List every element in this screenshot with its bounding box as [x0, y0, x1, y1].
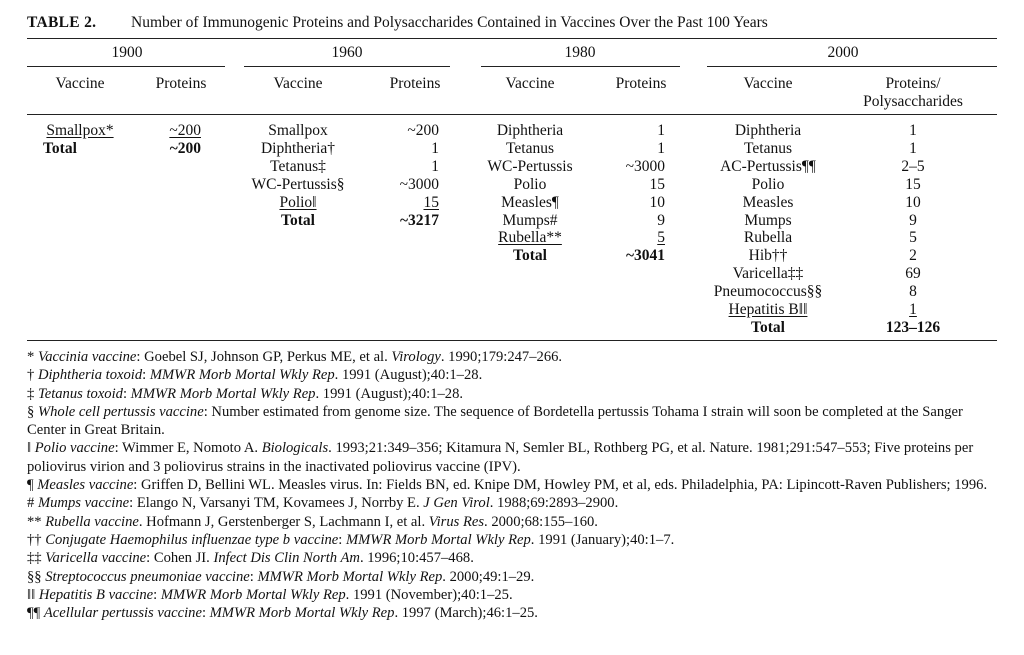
- footnote-journal: MMWR Morb Mortal Wkly Rep: [130, 385, 316, 402]
- footnote-vaccine-name: Measles vaccine: [37, 477, 134, 494]
- footnote-citation: : Cohen JI.: [146, 550, 214, 567]
- column-header-vaccine: Vaccine: [743, 75, 793, 92]
- footnote-citation-rest: . 1993;21:349–356; Kitamura N, Semler BL, Rothberg PG, et al. Nature. 1981;291:547–553; Five proteins per poliovirus virion and 3 poliovirus strains in the inactivated poliovirus vaccine (IPV).: [27, 440, 974, 475]
- footnote: [27, 385, 999, 403]
- footnote-mark: #: [27, 495, 38, 512]
- footnote-citation-rest: . 1997 (March);46:1–25.: [394, 605, 538, 622]
- footnote-mark: ¶¶: [27, 605, 44, 622]
- footnote-citation: : Number estimated from genome size. The sequence of Bordetella pertussis Tohama I strain will soon be completed at the Sanger Center in Great Britain.: [27, 403, 963, 439]
- footnote-vaccine-name: Mumps vaccine: [37, 495, 130, 512]
- footnote-vaccine-name: Rubella vaccine: [45, 513, 139, 530]
- footnote-mark: ‖: [27, 440, 35, 457]
- protein-count: 9: [909, 211, 917, 229]
- total-label: Total: [751, 318, 785, 336]
- footnote-journal: Virus Res: [428, 513, 485, 530]
- protein-count: 2: [909, 247, 917, 265]
- vaccine-name: Rubella: [743, 229, 793, 247]
- total-value: ~3217: [399, 211, 439, 229]
- vaccine-name: Diphtheria†: [260, 139, 336, 157]
- vaccine-name: AC-Pertussis¶¶: [720, 157, 816, 175]
- footnote-citation-rest: . 2000;68:155–160.: [484, 513, 598, 530]
- protein-count: ~200: [169, 122, 201, 139]
- year-rule-0: [27, 66, 225, 67]
- footnote: [27, 586, 999, 604]
- footnote-citation: :: [153, 586, 161, 603]
- year-rule-1: [244, 66, 450, 67]
- footnote-citation-rest: . 1991 (November);40:1–25.: [345, 586, 513, 603]
- protein-count: ~3000: [625, 157, 665, 175]
- table-title: Number of Immunogenic Proteins and Polysaccharides Contained in Vaccines Over the Past 100 Years: [131, 14, 768, 31]
- protein-count: 10: [905, 193, 921, 211]
- vaccine-name: Measles¶: [501, 193, 559, 211]
- protein-count: 69: [905, 265, 921, 283]
- footnote-citation-rest: . 1991 (January);40:1–7.: [530, 531, 675, 548]
- column-header-proteins-polysaccharides: Proteins/: [885, 75, 941, 92]
- footnote-citation: . Hofmann J, Gerstenberger S, Lachmann I, et al.: [138, 513, 429, 530]
- header-rule: [27, 114, 997, 115]
- total-label: Total: [513, 247, 547, 265]
- protein-count: 1: [431, 139, 439, 157]
- footnote-citation: : Griffen D, Bellini WL. Measles virus. In: Fields BN, ed. Knipe DM, Howley PM, et al, eds. Philadelphia, PA: Lipincott-Raven Publishers; 1996.: [133, 477, 988, 494]
- footnote-journal: MMWR Morb Mortal Wkly Rep: [257, 568, 443, 585]
- vaccine-name: WC-Pertussis§: [251, 175, 345, 193]
- footnote-vaccine-name: Polio vaccine: [34, 440, 115, 457]
- footnote-mark: *: [27, 349, 38, 365]
- vaccine-name: Hib††: [748, 247, 788, 265]
- vaccine-name: Diphtheria: [496, 122, 564, 139]
- vaccine-name: Polio‖: [279, 193, 317, 211]
- footnote: [27, 513, 999, 531]
- vaccine-name: Pneumococcus§§: [713, 283, 823, 301]
- footnote-vaccine-name: Acellular pertussis vaccine: [43, 605, 202, 622]
- vaccine-name: Tetanus: [506, 139, 554, 157]
- footnote-mark: ††: [27, 531, 46, 548]
- vaccine-name: Smallpox*: [46, 122, 114, 139]
- footnote-citation-rest: . 1990;179:247–266.: [440, 349, 563, 365]
- footnote-mark: ¶: [27, 477, 38, 494]
- vaccine-name: Tetanus‡: [270, 157, 326, 175]
- protein-count: 1: [657, 139, 665, 157]
- footnote-citation: : Wimmer E, Nomoto A.: [114, 440, 262, 457]
- year-header: 2000: [827, 44, 859, 61]
- vaccine-name: Mumps#: [502, 211, 558, 229]
- top-rule: [27, 38, 997, 39]
- column-header-proteins: Proteins: [615, 75, 667, 92]
- protein-count: 15: [649, 175, 665, 193]
- vaccine-name: Tetanus: [744, 139, 792, 157]
- protein-count: 5: [657, 229, 665, 247]
- year-rule-3: [707, 66, 997, 67]
- table-caption: [27, 14, 999, 32]
- protein-count: ~3000: [399, 175, 439, 193]
- footnote-vaccine-name: Streptococcus pneumoniae vaccine: [45, 568, 250, 585]
- bottom-rule: [27, 340, 997, 341]
- footnote-citation: :: [142, 367, 150, 384]
- vaccine-name: Mumps: [744, 211, 792, 229]
- column-header-vaccine: Vaccine: [55, 75, 105, 92]
- footnote-journal: MMWR Morb Mortal Wkly Rep: [345, 531, 531, 548]
- protein-count: 1: [909, 122, 917, 139]
- vaccine-name: WC-Pertussis: [487, 157, 573, 175]
- footnote: [27, 476, 999, 494]
- footnote-mark: ‡: [27, 385, 38, 402]
- protein-count: 10: [649, 193, 665, 211]
- footnote-journal: J Gen Virol: [423, 495, 490, 512]
- footnote-citation: :: [201, 605, 210, 622]
- protein-count: ~200: [407, 122, 439, 139]
- year-rule-2: [481, 66, 680, 67]
- footnote-mark: **: [27, 513, 46, 530]
- footnote-citation: :: [249, 568, 258, 585]
- vaccine-name: Polio: [513, 175, 547, 193]
- footnote: [27, 531, 999, 549]
- vaccine-name: Polio: [751, 175, 785, 193]
- total-value: ~200: [169, 139, 201, 157]
- footnote-journal: MMWR Morb Mortal Wkly Rep: [149, 367, 335, 384]
- column-header-proteins: Proteins: [155, 75, 207, 92]
- total-value: 123–126: [885, 318, 941, 336]
- vaccine-name: Rubella**: [498, 229, 562, 247]
- footnote-citation: : Goebel SJ, Johnson GP, Perkus ME, et al.: [136, 349, 392, 365]
- footnote: [27, 568, 999, 586]
- footnote-journal: MMWR Morb Mortal Wkly Rep: [160, 586, 346, 603]
- footnote-journal: MMWR Morb Mortal Wkly Rep: [209, 605, 395, 622]
- year-header: 1960: [331, 44, 363, 61]
- footnote-mark: §: [27, 403, 38, 420]
- footnote-journal: Virology: [391, 349, 441, 365]
- column-header-vaccine: Vaccine: [273, 75, 323, 92]
- footnote-vaccine-name: Whole cell pertussis vaccine: [37, 403, 204, 420]
- vaccine-name: Smallpox: [268, 122, 328, 139]
- column-header-proteins: Proteins: [389, 75, 441, 92]
- footnote-journal: Infect Dis Clin North Am: [213, 550, 360, 567]
- total-label: Total: [43, 139, 77, 157]
- footnote-mark: ‡‡: [27, 550, 46, 567]
- protein-count: 8: [909, 283, 917, 301]
- footnote-vaccine-name: Conjugate Haemophilus influenzae type b vaccine: [45, 531, 339, 548]
- footnote-citation-rest: . 1991 (August);40:1–28.: [334, 367, 483, 384]
- protein-count: 2–5: [901, 157, 925, 175]
- footnote: [27, 604, 999, 622]
- footnote: [27, 403, 999, 440]
- footnote-citation: :: [122, 385, 131, 402]
- footnote-journal: Biologicals: [261, 440, 329, 457]
- footnote-citation: : Elango N, Varsanyi TM, Kovamees J, Norrby E.: [129, 495, 424, 512]
- footnote: [27, 366, 999, 384]
- column-header-vaccine: Vaccine: [505, 75, 555, 92]
- footnote-vaccine-name: Diphtheria toxoid: [37, 367, 143, 384]
- protein-count: 1: [431, 157, 439, 175]
- total-label: Total: [281, 211, 315, 229]
- footnote-citation-rest: . 1996;10:457–468.: [359, 550, 474, 567]
- footnote-mark: §§: [27, 568, 46, 585]
- protein-count: 5: [909, 229, 917, 247]
- protein-count: 1: [657, 122, 665, 139]
- footnote-vaccine-name: Hepatitis B vaccine: [38, 586, 154, 603]
- footnote: [27, 348, 999, 366]
- vaccine-name: Diphtheria: [734, 122, 802, 139]
- total-value: ~3041: [625, 247, 665, 265]
- footnote-vaccine-name: Vaccinia vaccine: [37, 349, 137, 365]
- footnote-citation: :: [338, 531, 346, 548]
- footnote: [27, 439, 999, 476]
- footnote: [27, 494, 999, 512]
- vaccine-name: Measles: [742, 193, 794, 211]
- protein-count: 9: [657, 211, 665, 229]
- column-header-proteins-polysaccharides: Polysaccharides: [863, 93, 963, 110]
- footnote-citation-rest: . 1991 (August);40:1–28.: [315, 385, 464, 402]
- footnote-mark: †: [27, 367, 38, 384]
- footnote-vaccine-name: Tetanus toxoid: [37, 385, 123, 402]
- footnote-citation-rest: . 1988;69:2893–2900.: [489, 495, 619, 512]
- footnotes: [27, 348, 999, 622]
- footnote-mark: ‖‖: [27, 586, 39, 603]
- vaccine-name: Varicella‡‡: [732, 265, 804, 283]
- vaccine-name: Hepatitis B‖‖: [728, 301, 808, 318]
- protein-count: 15: [905, 175, 921, 193]
- year-header: 1900: [111, 44, 143, 61]
- protein-count: 15: [423, 193, 439, 211]
- table-label: TABLE 2.: [27, 14, 97, 31]
- protein-count: 1: [909, 139, 917, 157]
- protein-count: 1: [909, 301, 917, 318]
- footnote-vaccine-name: Varicella vaccine: [45, 550, 147, 567]
- footnote-citation-rest: . 2000;49:1–29.: [442, 568, 535, 585]
- year-header: 1980: [564, 44, 596, 61]
- footnote: [27, 549, 999, 567]
